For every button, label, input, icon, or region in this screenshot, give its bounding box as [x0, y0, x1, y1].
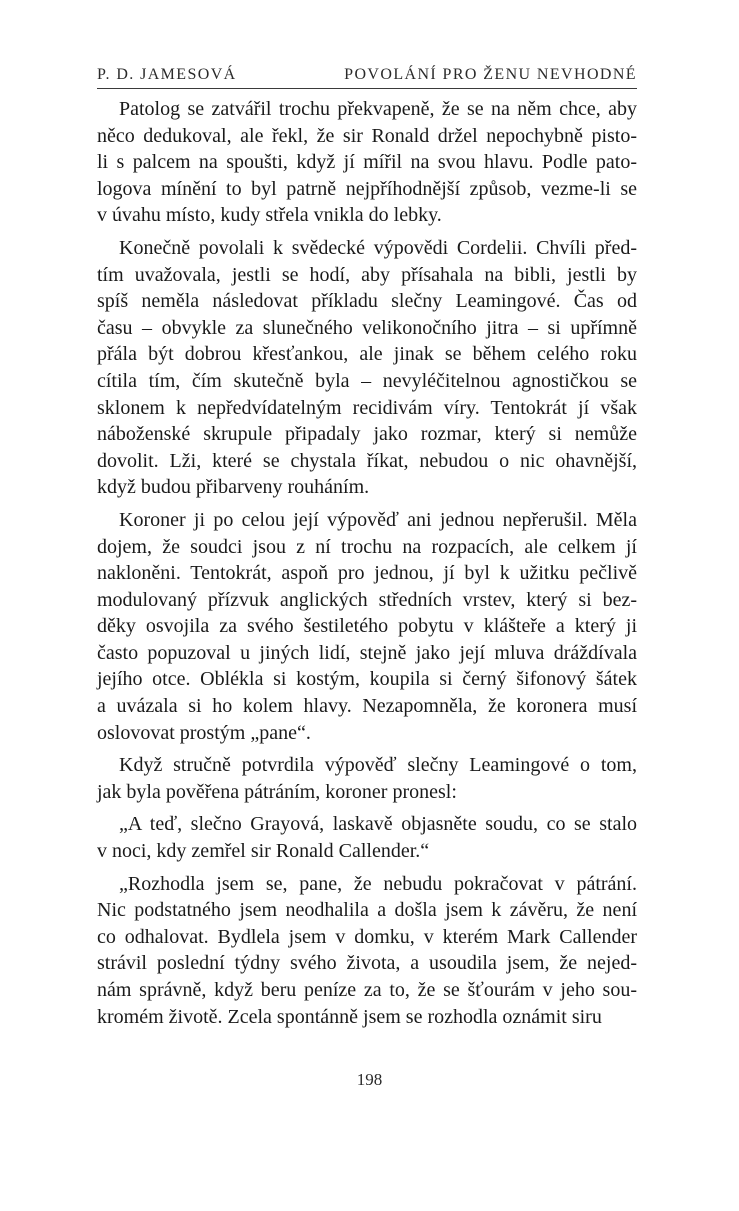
text-line: sklonem k nepředvídatelným recidivám víry. Tentokrát jí však	[97, 396, 637, 419]
page-number: 198	[356, 1070, 383, 1089]
text-line: Nic podstatného jsem neodhalila a došla jsem k závěru, že není	[97, 899, 637, 922]
text-line: kromém životě. Zcela spontánně jsem se rozhodla oznámit siru	[97, 1005, 602, 1028]
running-head	[97, 60, 637, 84]
text-line: co odhalovat. Bydlela jsem v domku, v kterém Mark Callender	[97, 925, 637, 948]
text-line: v noci, kdy zemřel sir Ronald Callender.“	[97, 840, 430, 863]
text-line: strávil poslední týdny svého života, a usoudila jsem, že nejed-	[97, 952, 637, 975]
body-text	[97, 96, 637, 1036]
running-head-title: POVOLÁNÍ PRO ŽENU NEVHODNÉ	[344, 66, 637, 83]
text-line: přála být dobrou křesťankou, ale jinak se během celého roku	[97, 343, 637, 366]
text-line: logova mínění to byl patrně nejpříhodnější způsob, vezme-li se	[97, 177, 637, 200]
text-line: „A teď, slečno Grayová, laskavě objasněte soudu, co se stalo	[119, 813, 637, 836]
text-line: jejího otce. Oblékla si kostým, koupila si černý šifonový šátek	[97, 668, 637, 691]
text-line: v úvahu místo, kudy střela vnikla do lebky.	[97, 204, 442, 227]
text-line: „Rozhodla jsem se, pane, že nebudu pokračovat v pátrání.	[119, 872, 637, 895]
paragraph	[97, 96, 637, 229]
text-line: Patolog se zatvářil trochu překvapeně, že se na něm chce, aby	[119, 98, 637, 120]
paragraph	[97, 871, 637, 1031]
paragraph	[97, 235, 637, 501]
header-rule	[97, 88, 637, 89]
text-line: Když stručně potvrdila výpověď slečny Leamingové o tom,	[119, 754, 637, 777]
text-line: modulovaný přízvuk anglických středních vrstev, který si bez-	[97, 588, 637, 611]
text-line: Koroner ji po celou její výpověď ani jednou nepřerušil. Měla	[119, 508, 637, 531]
paragraph	[97, 752, 637, 805]
text-line: děky osvojila za svého šestiletého pobytu v klášteře a který ji	[97, 615, 637, 638]
text-line: dojem, že soudci jsou z ní trochu na rozpacích, ale celkem jí	[97, 535, 637, 558]
text-line: často popuzoval u jiných lidí, stejně jako její mluva dráždívala	[97, 641, 637, 664]
text-line: a uvázala si ho kolem hlavy. Nezapomněla, že koronera musí	[97, 695, 637, 718]
text-line: tím uvažovala, jestli se hodí, aby přísahala na bibli, jestli by	[97, 263, 637, 286]
text-line: li s palcem na spoušti, když jí mířil na svou hlavu. Podle pato-	[97, 151, 637, 174]
text-line: cítila tím, čím skutečně byla – nevyléčitelnou agnostičkou se	[97, 369, 637, 392]
text-line: oslovovat prostým „pane“.	[97, 721, 311, 744]
text-line: něco dedukoval, ale řekl, že sir Ronald držel nepochybně pisto-	[97, 124, 637, 147]
running-head-author: P. D. JAMESOVÁ	[97, 66, 237, 83]
text-line: jak byla pověřena pátráním, koroner pronesl:	[97, 780, 457, 803]
text-line: náboženské skrupule připadaly jako rozmar, který si nemůže	[97, 423, 637, 446]
paragraph	[97, 507, 637, 746]
text-line: dovolit. Lži, které se chystala říkat, nebudou o nic ohavnější,	[97, 449, 637, 472]
text-line: nám správně, když beru peníze za to, že se šťourám v jeho sou-	[97, 979, 637, 1001]
paragraph	[97, 811, 637, 864]
text-line: nakloněni. Tentokrát, aspoň pro jednou, jí byl k užitku pečlivě	[97, 562, 637, 585]
text-line: času – obvykle za slunečného velikonočního jitra – si upřímně	[97, 316, 637, 339]
text-line: Konečně povolali k svědecké výpovědi Cordelii. Chvíli před-	[119, 236, 637, 259]
text-line: spíš neměla následovat příkladu slečny Leamingové. Čas od	[97, 290, 637, 313]
text-line: když budou přibarveny rouháním.	[97, 476, 370, 499]
